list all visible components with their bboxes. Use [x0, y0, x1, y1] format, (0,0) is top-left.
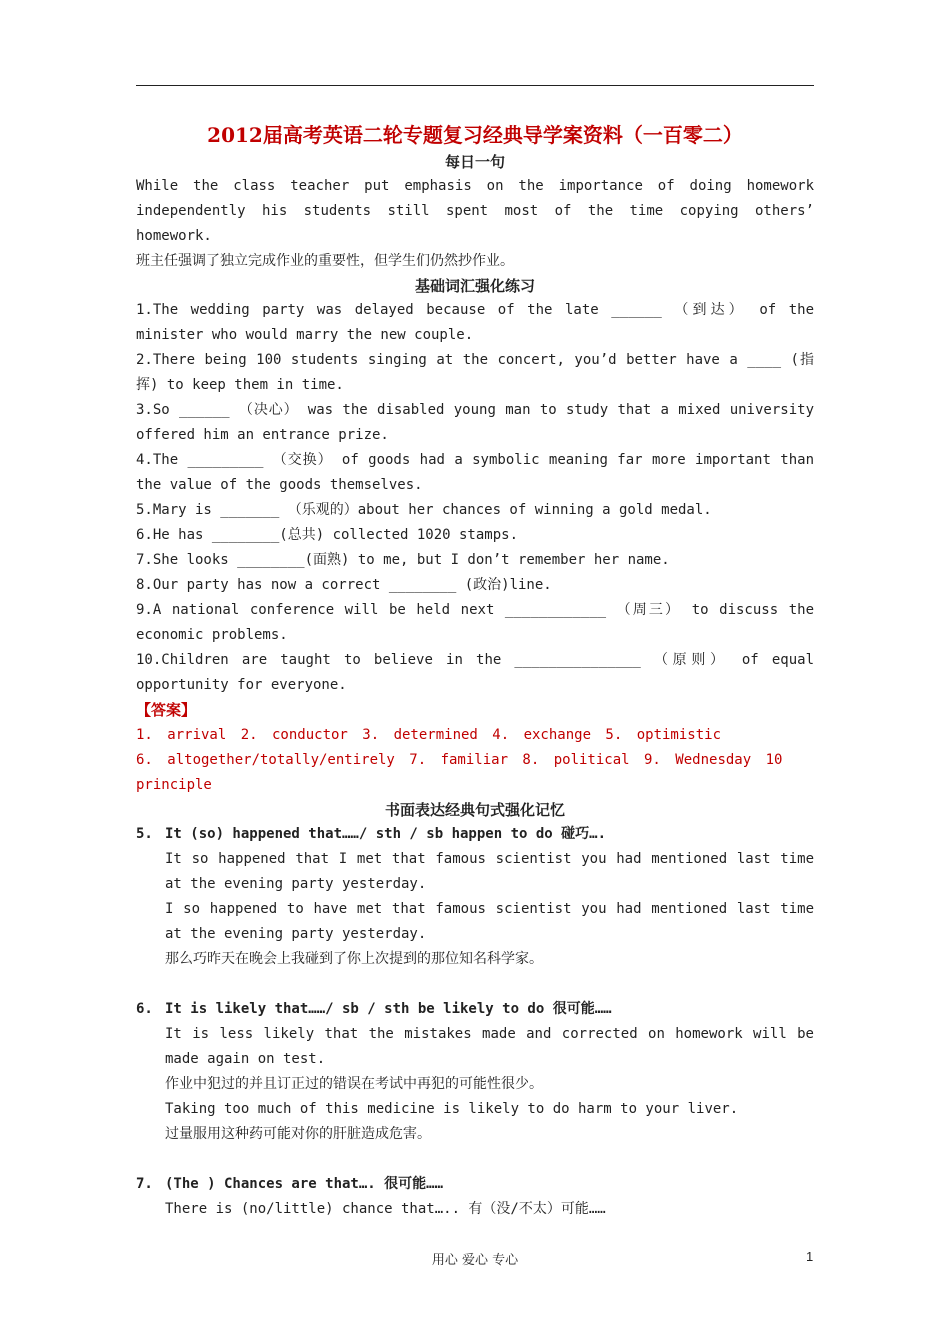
pattern-number: 7.	[136, 1176, 153, 1192]
pattern-number: 5.	[136, 826, 153, 842]
vocab-item-4: 4.The _________ （交换） of goods had a symbolic meaning far more important than the value of the goods themselves.	[136, 452, 814, 493]
vocab-item-7: 7.She looks ________(面熟) to me, but I don’t remember her name.	[136, 552, 670, 568]
footer-slogan: 用心 爱心 专心	[431, 1253, 519, 1268]
vocab-item-10: 10.Children are taught to believe in the _______________ （原则） of equal opportunity for everyone.	[136, 652, 814, 693]
daily-sentence-en: While the class teacher put emphasis on the importance of doing homework independently his students still spent most of the time copying others’ homework.	[136, 178, 814, 244]
vocab-item-6: 6.He has ________(总共) collected 1020 stamps.	[136, 527, 519, 543]
example-sentence: It so happened that I met that famous scientist you had mentioned last time at the evening party yesterday.	[165, 851, 814, 892]
vocab-item-5: 5.Mary is _______ （乐观的）about her chances of winning a gold medal.	[136, 502, 712, 518]
vocab-item-8: 8.Our party has now a correct ________ (政治)line.	[136, 577, 552, 593]
vocab-item-1: 1.The wedding party was delayed because of the late ______ （到达） of the minister who would marry the new couple.	[136, 302, 814, 343]
document-title: 2012届高考英语二轮专题复习经典导学案资料（一百零二）	[207, 123, 743, 147]
page-number: 1	[806, 1249, 814, 1264]
example-translation: 那么巧昨天在晚会上我碰到了你上次提到的那位知名科学家。	[165, 951, 543, 967]
writing-heading: 书面表达经典句式强化记忆	[384, 801, 565, 819]
document-body	[136, 120, 814, 1222]
vocab-item-3: 3.So ______ （决心） was the disabled young man to study that a mixed university offered him an entrance prize.	[136, 402, 814, 443]
vocab-item-9: 9.A national conference will be held next ____________ （周三） to discuss the economic problems.	[136, 602, 814, 643]
example-sentence: Taking too much of this medicine is likely to do harm to your liver.	[165, 1101, 739, 1117]
vocab-item-2: 2.There being 100 students singing at the concert, you’d better have a ____ (指挥) to keep them in time.	[136, 352, 814, 393]
answers-line-1: 1. arrival 2. conductor 3. determined 4. exchange 5. optimistic	[136, 727, 722, 743]
daily-sentence-zh: 班主任强调了独立完成作业的重要性，但学生们仍然抄作业。	[136, 253, 514, 269]
example-translation: 过量服用这种药可能对你的肝脏造成危害。	[165, 1126, 431, 1142]
answer-label: 【答案】	[136, 701, 197, 719]
pattern-7	[136, 1172, 814, 1197]
pattern-text: It (so) happened that……/ sth / sb happen to do 碰巧….	[165, 826, 607, 842]
pattern-text: (The ) Chances are that…. 很可能……	[165, 1176, 444, 1192]
pattern-text: It is likely that……/ sb / sth be likely to do 很可能……	[165, 1001, 612, 1017]
vocab-heading: 基础词汇强化练习	[414, 277, 535, 295]
example-sentence: There is (no/little) chance that….. 有（没/不太）可能……	[165, 1201, 606, 1217]
header-rule	[136, 85, 814, 86]
daily-heading: 每日一句	[444, 153, 505, 171]
pattern-5	[136, 822, 814, 847]
answers-line-2: 6. altogether/totally/entirely 7. familiar 8. political 9. Wednesday 10 principle	[136, 752, 783, 793]
example-sentence: I so happened to have met that famous scientist you had mentioned last time at the evening party yesterday.	[165, 901, 814, 942]
example-sentence: It is less likely that the mistakes made and corrected on homework will be made again on test.	[165, 1026, 814, 1067]
example-translation: 作业中犯过的并且订正过的错误在考试中再犯的可能性很少。	[165, 1076, 543, 1092]
pattern-6	[136, 997, 814, 1022]
pattern-number: 6.	[136, 1001, 153, 1017]
